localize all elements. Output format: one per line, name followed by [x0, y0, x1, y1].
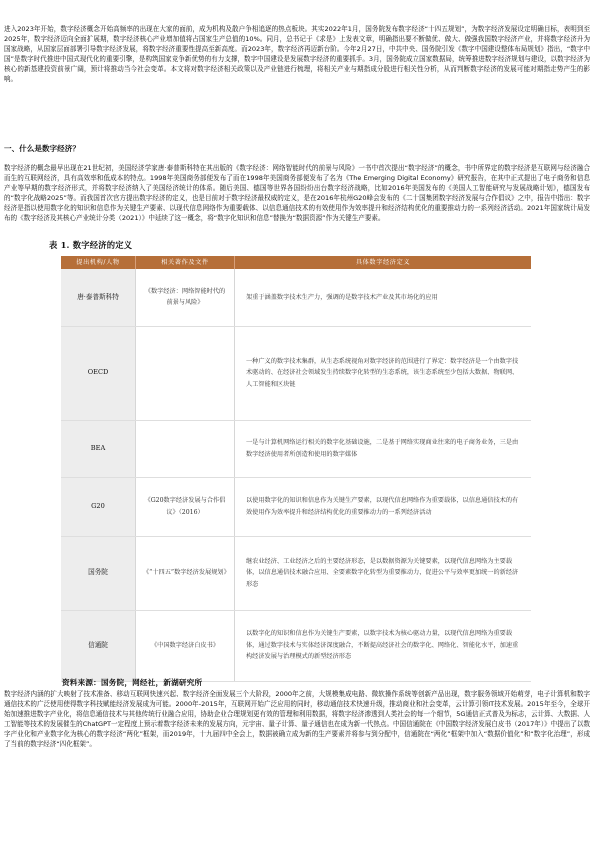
header-doc: 相关著作及文件	[136, 256, 235, 269]
table-row	[61, 536, 531, 610]
cell-doc	[136, 420, 235, 477]
definition-table	[61, 256, 531, 682]
header-org: 提出机构/人物	[61, 256, 136, 269]
cell-definition: 以数字化的知识和信息作为关键生产要素，以数字技术为核心驱动力量，以现代信息网络为重要载体，通过数字技术与实体经济深度融合，不断提高经济社会的数字化、网络化、智能化水平，加速重构经济发展与治理模式的新型经济形态	[235, 610, 532, 681]
cell-org: BEA	[61, 420, 136, 477]
table-header-row	[61, 256, 531, 269]
table-caption: 表 1. 数字经济的定义	[49, 240, 133, 250]
cell-org: G20	[61, 477, 136, 536]
section-heading: 一、什么是数字经济？	[4, 144, 80, 153]
history-paragraph: 数字经济内涵的扩大映射了技术准备、移动互联网快速兴起、数字经济全面发展三个大阶段，2000年之前，大规模集成电路、微软操作系统等创新产品出现，数字服务领域开始萌芽，电子计算机和数字通信技术的广泛使用使得数字科技赋能经济发展成为可能。2000年-2015年，互联网开始广泛应用的同时，移动通信技术快速升级，推动商业和社会变革，云计算引领IT技术发展。2015年至今，全球开始加速推进数字产业化，将信息通信技术与其他传统行业融合应用，协助企业合理规划更有效的管理和利用数据，将数字经济渗透到人类社会的每一个细节，5G通信正式普及为标志，云计算、大数据、人工智能等技术的发展催生的ChatGPT一定程度上预示着数字经济未来的发展方向，元宇宙、量子计算、量子通信也在成为新一代热点。中国信通院在《中国数字经济发展白皮书（2017年）》中提出了以数字产业化和产业数字化为核心的数字经济“两化”框架，而2019年，十九届四中全会上，数据被确立成为新的生产要素并将参与到分配中，信通院在“两化”框架中加入“数据价值化”和“数字化治理”，形成了当前的数字经济“四化框架”。	[4, 690, 590, 749]
cell-doc: 《数字经济：网络智能时代的前景与风险》	[136, 269, 235, 326]
cell-org: 国务院	[61, 536, 136, 610]
cell-doc: 《“十四五”数字经济发展规划》	[136, 536, 235, 610]
header-definition: 具体数字经济定义	[235, 256, 532, 269]
cell-org: 唐·泰普斯科特	[61, 269, 136, 326]
cell-org: OECD	[61, 326, 136, 420]
table-row	[61, 326, 531, 420]
cell-org: 信通院	[61, 610, 136, 681]
intro-paragraph: 进入2023年开始，数字经济概念开始高频率的出现在大家的面前，成为机构及散户争相追逐的热点板块。其实2022年1月，国务院发布数字经济“十四五规划”，为数字经济发展设定明确目标，表明到至2025年，数字经济迈向全面扩展期，数字经济核心产业增加值将占国家生产总值的10%。同月，总书记于《求是》上发表文章，明确指出要不断做优、做大、做强我国数字经济产业，并将数字经济升为国家战略，从国家层面部署引导数字经济发展，将数字经济重要性提高至新高度。而2023年，数字经济再迈新台阶。今年2月27日，中共中央、国务院引发《数字中国建设整体布局规划》指出，“数字中国”是数字时代推进中国式现代化的重要引擎，是构筑国家竞争新优势的有力支撑，数字中国建设是发展数字经济的重要抓手。3月，国务院成立国家数据局，统筹推进数字经济规划与建设，以数字经济为核心的新基建投资前景广阔，预计将推动当今社会变革。本文将对数字经济相关政策以及产业链进行梳理，将相关产业与期指成分股进行相关性分析，从而判断数字经济的发展可能对期指走势产生的影响。	[4, 25, 590, 84]
cell-doc: 《中国数字经济白皮书》	[136, 610, 235, 681]
table-row	[61, 420, 531, 477]
table-row	[61, 477, 531, 536]
cell-doc	[136, 326, 235, 420]
cell-definition: 一种广义的数字技术集群，从生态系统视角对数字经济的范围进行了界定：数字经济是一个由数字技术驱动的、在经济社会领域发生持续数字化转型的生态系统，该生态系统至少包括大数据、物联网、人工智能和区块链	[235, 326, 532, 420]
cell-doc: 《G20数字经济发展与合作倡议》（2016）	[136, 477, 235, 536]
cell-definition: 一是与计算机网络运行相关的数字化基础设施，二是基于网络实现商业往来的电子商务业务，三是由数字经济使用者所创造和使用的数字媒体	[235, 420, 532, 477]
cell-definition: 继农业经济、工业经济之后的主要经济形态，是以数据资源为关键要素，以现代信息网络为主要载体，以信息通信技术融合应用、全要素数字化转型为重要推动力，促进公平与效率更加统一的新经济形态	[235, 536, 532, 610]
table-row	[61, 610, 531, 681]
table-source: 资料来源：国务院，网经社，新湖研究所	[62, 678, 203, 687]
table-row	[61, 269, 531, 326]
cell-definition: 架重于涵盖数字技术生产力，强调的是数字技术产业及其市场化的应用	[235, 269, 532, 326]
cell-definition: 以使用数字化的知识和信息作为关键生产要素，以现代信息网络作为重要载体，以信息通信技术的有效使用作为效率提升和经济结构优化的重要推动力的一系列经济活动	[235, 477, 532, 536]
definition-paragraph: 数字经济的概念最早出现在21世纪初，美国经济学家唐·泰普斯科特在其出版的《数字经济：网络智能时代的前景与风险》一书中首次提出“数字经济”的概念，书中所界定的数字经济是互联网与经济融合而生的互联网经济，具有高效率和低成本的特点。1998年美国商务部便发布了而在1998年美国商务部便发布了名为《The Emerging Digital Economy》研究报告，在其中正式提出了电子商务和信息产业等早期的数字经济形式，并将数字经济纳入了美国经济统计的体系。随后美国、德国等世界各国纷纷出台数字经济战略，比如2016年美国发布的《美国人工智能研究与发展战略计划》，德国发布的“数字化战略2025”等。而我国首次官方提出数字经济的定义，也是目前对于数字经济最权威的定义，是在2016年杭州G20峰会发布的《二十国集团数字经济发展与合作倡议》之中，报告中指出：数字经济是指以使用数字化的知识和信息作为关键生产要素、以现代信息网络作为重要载体、以信息通信技术的有效使用作为效率提升和经济结构优化的重要推动力的一系列经济活动。2021年国家统计局发布的《数字经济及其核心产业统计分类（2021）》中延续了这一概念，将“数字化知识和信息”替换为“数据资源”作为关键生产要素。	[4, 164, 590, 223]
